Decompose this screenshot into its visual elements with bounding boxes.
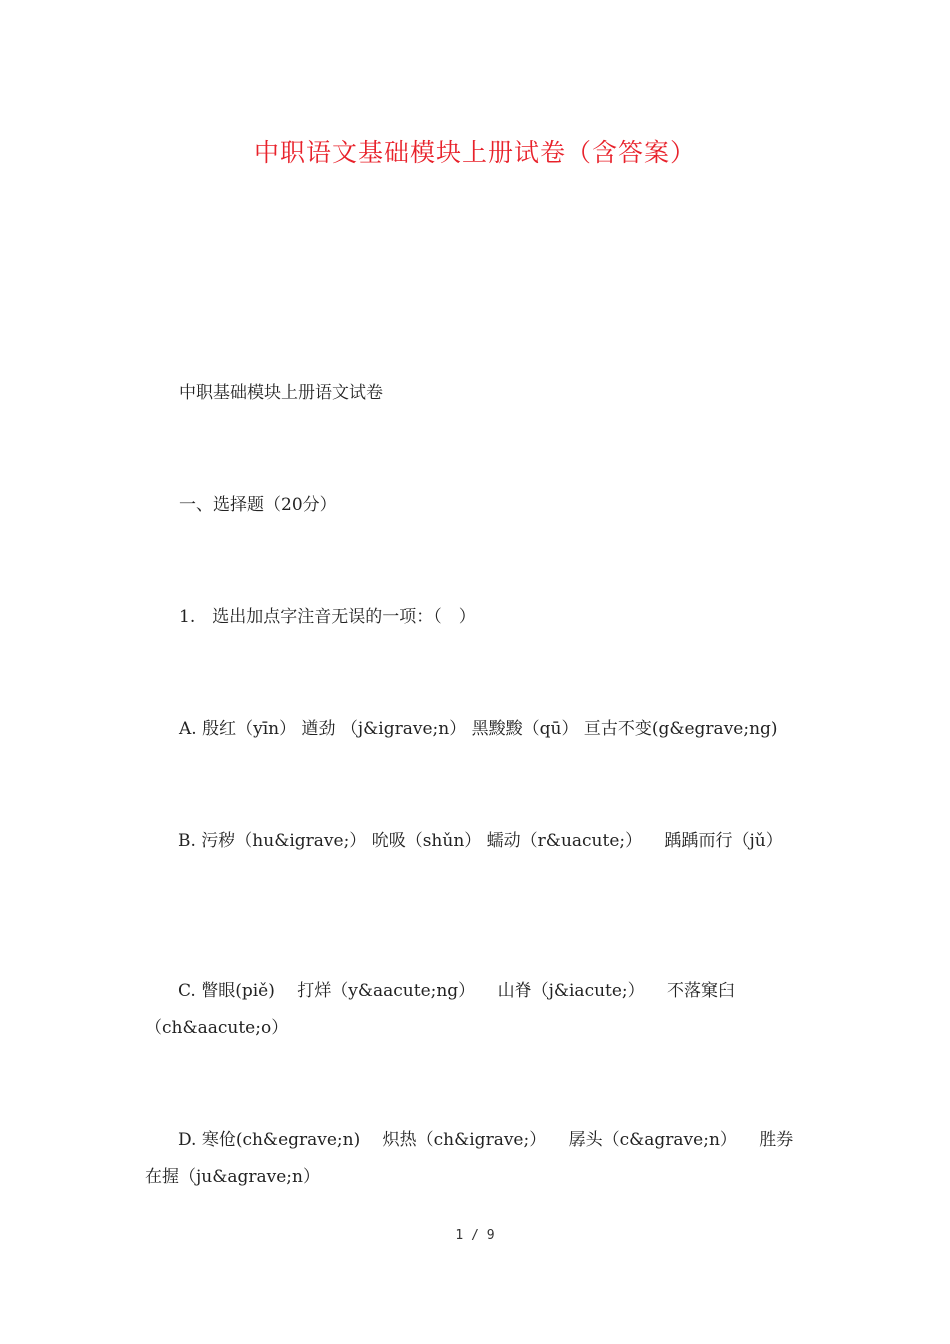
page-number: 1 / 9 xyxy=(455,1228,495,1243)
exam-subtitle: 中职基础模块上册语文试卷 xyxy=(179,383,383,403)
option-d: D. 寒伧(ch&egrave;n) 炽热（ch&igrave;） 孱头（c&agrave;n） 胜券在握（ju&agrave;n） xyxy=(145,1130,794,1187)
section-heading: 一、选择题（20分） xyxy=(179,495,337,515)
document-title: 中职语文基础模块上册试卷（含答案） xyxy=(253,138,696,167)
option-c: C. 瞥眼(piě) 打烊（y&aacute;ng） 山脊（j&iacute;） 不落窠臼（ch&aacute;o） xyxy=(145,981,736,1038)
option-b: B. 污秽（hu&igrave;） 吮吸（shǔn） 蠕动（r&uacute;） 踽踽而行（jǔ） xyxy=(178,831,783,851)
question-stem: 1. 选出加点字注音无误的一项：（ ） xyxy=(179,607,476,627)
option-a: A. 殷红（yīn） 遒劲 （j&igrave;n） 黑黢黢（qū） 亘古不变(g&egrave;ng) xyxy=(179,719,778,739)
